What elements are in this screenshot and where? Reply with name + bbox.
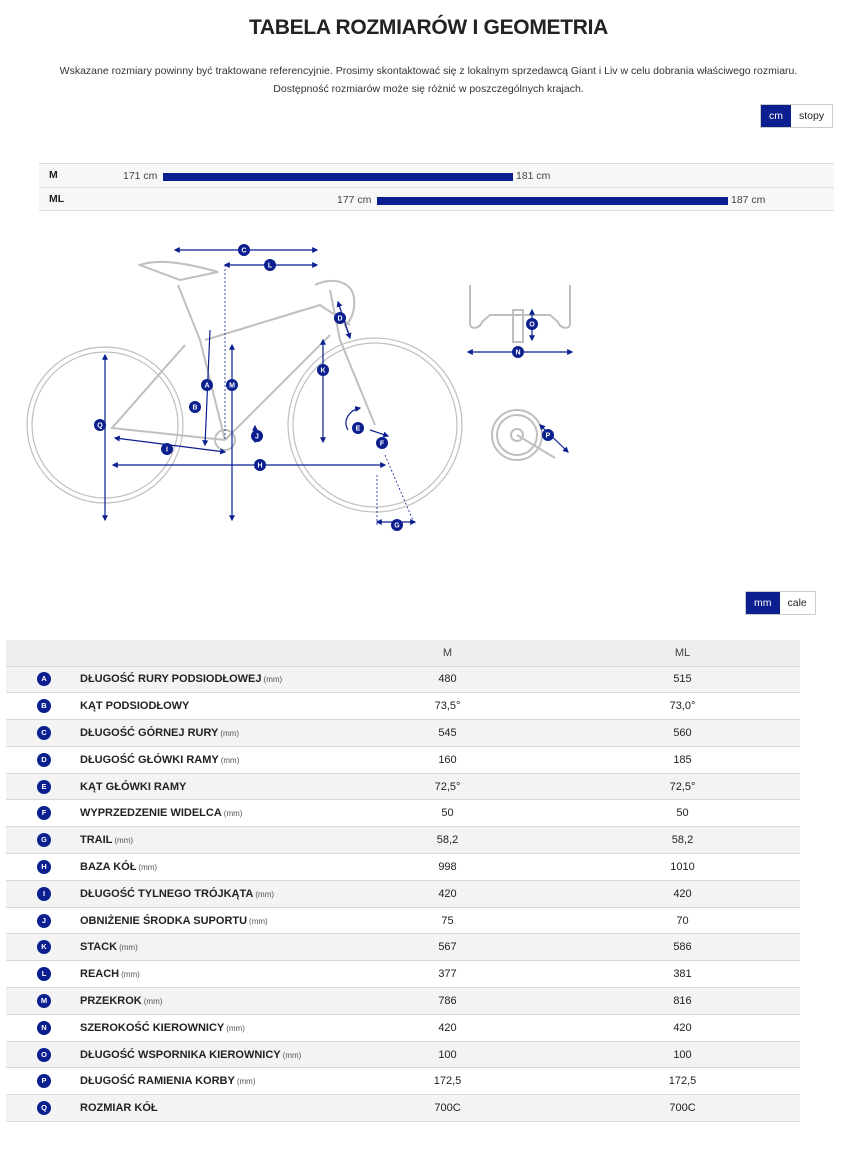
badge-j <box>251 430 263 442</box>
badge-m <box>226 379 238 391</box>
measurement-badge: C <box>37 726 51 740</box>
table-row <box>6 961 800 988</box>
value-ml: 420 <box>565 1014 800 1041</box>
unit-option-inches[interactable]: cale <box>787 597 807 609</box>
value-m: 172,5 <box>330 1068 565 1095</box>
measurement-name: KĄT PODSIODŁOWY <box>80 700 190 713</box>
column-header-m: M <box>330 640 565 666</box>
range-max: 187 cm <box>731 194 766 206</box>
size-label: ML <box>49 193 65 205</box>
measurement-name-cell <box>80 880 330 907</box>
value-m: 420 <box>330 1014 565 1041</box>
value-ml: 70 <box>565 907 800 934</box>
measurement-name-cell <box>80 1014 330 1041</box>
row-letter-cell <box>6 693 80 720</box>
svg-text:N: N <box>515 349 521 357</box>
measurement-unit: (mm) <box>143 996 163 1006</box>
svg-text:A: A <box>204 382 210 390</box>
range-bar <box>377 197 728 205</box>
value-m: 700C <box>330 1095 565 1122</box>
measurement-badge: L <box>37 967 51 981</box>
measurement-badge: O <box>37 1048 51 1062</box>
range-bar <box>163 173 513 181</box>
geometry-table <box>6 640 800 1122</box>
badge-a <box>201 379 213 391</box>
table-row <box>6 854 800 881</box>
table-unit-toggle[interactable] <box>745 591 816 615</box>
table-row <box>6 1068 800 1095</box>
page-title: TABELA ROZMIARÓW I GEOMETRIA <box>248 16 609 39</box>
value-ml: 586 <box>565 934 800 961</box>
table-row <box>6 666 800 693</box>
measurement-name: TRAIL <box>80 834 113 847</box>
bike-frame <box>112 262 375 450</box>
svg-text:C: C <box>241 247 247 255</box>
badge-b <box>189 401 201 413</box>
measurement-name-cell <box>80 854 330 881</box>
table-row <box>6 934 800 961</box>
value-ml: 100 <box>565 1041 800 1068</box>
measurement-badge: E <box>37 780 51 794</box>
table-row <box>6 988 800 1015</box>
measurement-badge: H <box>37 860 51 874</box>
measurement-name: ROZMIAR KÓŁ <box>80 1102 158 1115</box>
measurement-name: WYPRZEDZENIE WIDELCA <box>80 807 222 820</box>
svg-text:D: D <box>337 315 343 323</box>
height-unit-toggle[interactable] <box>760 104 833 128</box>
measurement-name-cell <box>80 1068 330 1095</box>
measurement-name: REACH <box>80 968 120 981</box>
row-letter-cell <box>6 961 80 988</box>
measurement-name-cell <box>80 693 330 720</box>
measurement-unit: (mm) <box>119 943 138 953</box>
measurement-name: DŁUGOŚĆ TYLNEGO TRÓJKĄTA <box>80 887 254 900</box>
measurement-badge: Q <box>37 1101 51 1115</box>
row-letter-cell <box>6 854 80 881</box>
table-row <box>6 720 800 747</box>
measurement-unit: (mm) <box>223 809 243 819</box>
value-m: 545 <box>330 720 565 747</box>
value-m: 567 <box>330 934 565 961</box>
svg-text:Q: Q <box>97 422 103 430</box>
value-m: 420 <box>330 880 565 907</box>
value-m: 72,5° <box>330 773 565 800</box>
svg-text:E: E <box>355 425 361 433</box>
value-ml: 560 <box>565 720 800 747</box>
size-range-ml <box>39 187 834 211</box>
measurement-name-cell <box>80 800 330 827</box>
value-m: 480 <box>330 666 565 693</box>
measurement-unit: (mm) <box>255 889 275 899</box>
measurement-unit: (mm) <box>220 755 240 765</box>
svg-text:K: K <box>320 367 326 375</box>
measurement-badge: P <box>37 1074 51 1088</box>
measurement-badge: K <box>37 940 51 954</box>
header-blank <box>6 640 80 666</box>
svg-text:H: H <box>257 462 263 470</box>
badge-f <box>376 437 388 449</box>
table-header-row <box>6 640 800 666</box>
svg-text:M: M <box>229 382 235 390</box>
disclaimer-line-2: Dostępność rozmiarów może się różnić w poszczególnych krajach. <box>273 83 584 95</box>
value-m: 160 <box>330 746 565 773</box>
value-ml: 185 <box>565 746 800 773</box>
unit-option-cm[interactable]: cm <box>761 105 791 127</box>
measurement-badge: B <box>37 699 51 713</box>
table-row <box>6 1041 800 1068</box>
badge-i <box>161 443 173 455</box>
value-ml: 58,2 <box>565 827 800 854</box>
measurement-name-cell <box>80 746 330 773</box>
measurement-badge: J <box>37 914 51 928</box>
badge-d <box>334 312 346 324</box>
value-ml: 420 <box>565 880 800 907</box>
measurement-unit: (mm) <box>138 862 158 872</box>
badge-l <box>264 259 276 271</box>
value-m: 58,2 <box>330 827 565 854</box>
table-row <box>6 1095 800 1122</box>
measurement-name: KĄT GŁÓWKI RAMY <box>80 780 187 793</box>
row-letter-cell <box>6 666 80 693</box>
measurement-name: PRZEKROK <box>80 994 142 1007</box>
svg-text:L: L <box>267 262 273 270</box>
measurement-name-cell <box>80 988 330 1015</box>
bike-geometry-diagram <box>20 230 580 540</box>
measurement-name: OBNIŻENIE ŚRODKA SUPORTU <box>80 914 248 927</box>
badge-q <box>94 419 106 431</box>
measurement-badge: N <box>37 1021 51 1035</box>
value-ml: 172,5 <box>565 1068 800 1095</box>
measurement-unit: (mm) <box>226 1023 245 1033</box>
badge-g <box>391 519 403 531</box>
handlebar-view <box>470 285 570 342</box>
table-row <box>6 1014 800 1041</box>
value-ml: 50 <box>565 800 800 827</box>
measurement-unit: (mm) <box>249 916 268 926</box>
value-m: 50 <box>330 800 565 827</box>
range-min: 177 cm <box>337 194 372 206</box>
svg-text:I: I <box>166 446 168 454</box>
measurement-name: DŁUGOŚĆ GÓRNEJ RURY <box>80 726 219 739</box>
value-m: 786 <box>330 988 565 1015</box>
table-row <box>6 907 800 934</box>
value-ml: 73,0° <box>565 693 800 720</box>
value-ml: 72,5° <box>565 773 800 800</box>
row-letter-cell <box>6 1041 80 1068</box>
value-ml: 515 <box>565 666 800 693</box>
measurement-name: BAZA KÓŁ <box>80 860 137 873</box>
measurement-name-cell <box>80 773 330 800</box>
unit-option-feet[interactable]: stopy <box>799 110 825 122</box>
badge-h <box>254 459 266 471</box>
table-row <box>6 880 800 907</box>
measurement-name-cell <box>80 1095 330 1122</box>
row-letter-cell <box>6 1095 80 1122</box>
table-row <box>6 693 800 720</box>
value-ml: 381 <box>565 961 800 988</box>
row-letter-cell <box>6 746 80 773</box>
svg-text:B: B <box>192 404 198 412</box>
measurement-badge: F <box>37 806 51 820</box>
table-row <box>6 746 800 773</box>
measurement-unit: (mm) <box>236 1077 256 1087</box>
measurement-unit: (mm) <box>121 970 140 980</box>
value-m: 377 <box>330 961 565 988</box>
badge-k <box>317 364 329 376</box>
measurement-unit: (mm) <box>220 728 239 738</box>
value-m: 998 <box>330 854 565 881</box>
measurement-badge: M <box>37 994 51 1008</box>
badge-p <box>542 429 554 441</box>
measurement-name: DŁUGOŚĆ RAMIENIA KORBY <box>80 1075 235 1088</box>
measurement-name: DŁUGOŚĆ WSPORNIKA KIEROWNICY <box>80 1048 281 1061</box>
measurement-name: DŁUGOŚĆ GŁÓWKI RAMY <box>80 753 219 766</box>
row-letter-cell <box>6 934 80 961</box>
geometry-badges <box>94 244 554 531</box>
row-letter-cell <box>6 720 80 747</box>
disclaimer-line-1: Wskazane rozmiary powinny być traktowane referencyjnie. Prosimy skontaktować się z lokalnym sprzedawcą Giant i Liv w celu dobrania właściwego rozmiaru. <box>59 65 798 77</box>
measurement-name-cell <box>80 934 330 961</box>
row-letter-cell <box>6 880 80 907</box>
value-m: 75 <box>330 907 565 934</box>
svg-text:O: O <box>529 321 535 329</box>
row-letter-cell <box>6 1014 80 1041</box>
value-m: 100 <box>330 1041 565 1068</box>
value-ml: 816 <box>565 988 800 1015</box>
svg-text:P: P <box>545 432 551 440</box>
badge-n <box>512 346 524 358</box>
table-row <box>6 827 800 854</box>
row-letter-cell <box>6 907 80 934</box>
measurement-name-cell <box>80 1041 330 1068</box>
row-letter-cell <box>6 988 80 1015</box>
measurement-name: SZEROKOŚĆ KIEROWNICY <box>80 1021 225 1034</box>
measurement-name-cell <box>80 907 330 934</box>
size-label: M <box>49 169 58 181</box>
measurement-badge: D <box>37 753 51 767</box>
svg-text:F: F <box>379 440 385 448</box>
value-ml: 1010 <box>565 854 800 881</box>
row-letter-cell <box>6 800 80 827</box>
measurement-unit: (mm) <box>263 675 283 685</box>
header-blank <box>80 640 330 666</box>
badge-c <box>238 244 250 256</box>
size-range-m <box>39 163 834 187</box>
measurement-unit: (mm) <box>282 1050 302 1060</box>
measurement-name-cell <box>80 827 330 854</box>
measurement-name: STACK <box>80 941 118 954</box>
table-row <box>6 773 800 800</box>
column-header-ml: ML <box>565 640 800 666</box>
table-row <box>6 800 800 827</box>
measurement-name-cell <box>80 666 330 693</box>
measurement-badge: G <box>37 833 51 847</box>
measurement-name: DŁUGOŚĆ RURY PODSIODŁOWEJ <box>80 673 262 686</box>
svg-text:J: J <box>255 433 259 441</box>
value-m: 73,5° <box>330 693 565 720</box>
badge-e <box>352 422 364 434</box>
measurement-badge: A <box>37 672 51 686</box>
range-max: 181 cm <box>516 170 551 182</box>
unit-option-mm[interactable]: mm <box>746 592 780 614</box>
row-letter-cell <box>6 1068 80 1095</box>
row-letter-cell <box>6 827 80 854</box>
svg-text:G: G <box>394 522 400 530</box>
badge-o <box>526 318 538 330</box>
range-min: 171 cm <box>123 170 158 182</box>
measurement-unit: (mm) <box>114 836 134 846</box>
measurement-badge: I <box>37 887 51 901</box>
row-letter-cell <box>6 773 80 800</box>
measurement-name-cell <box>80 720 330 747</box>
measurement-name-cell <box>80 961 330 988</box>
value-ml: 700C <box>565 1095 800 1122</box>
size-disclaimer <box>0 62 857 98</box>
